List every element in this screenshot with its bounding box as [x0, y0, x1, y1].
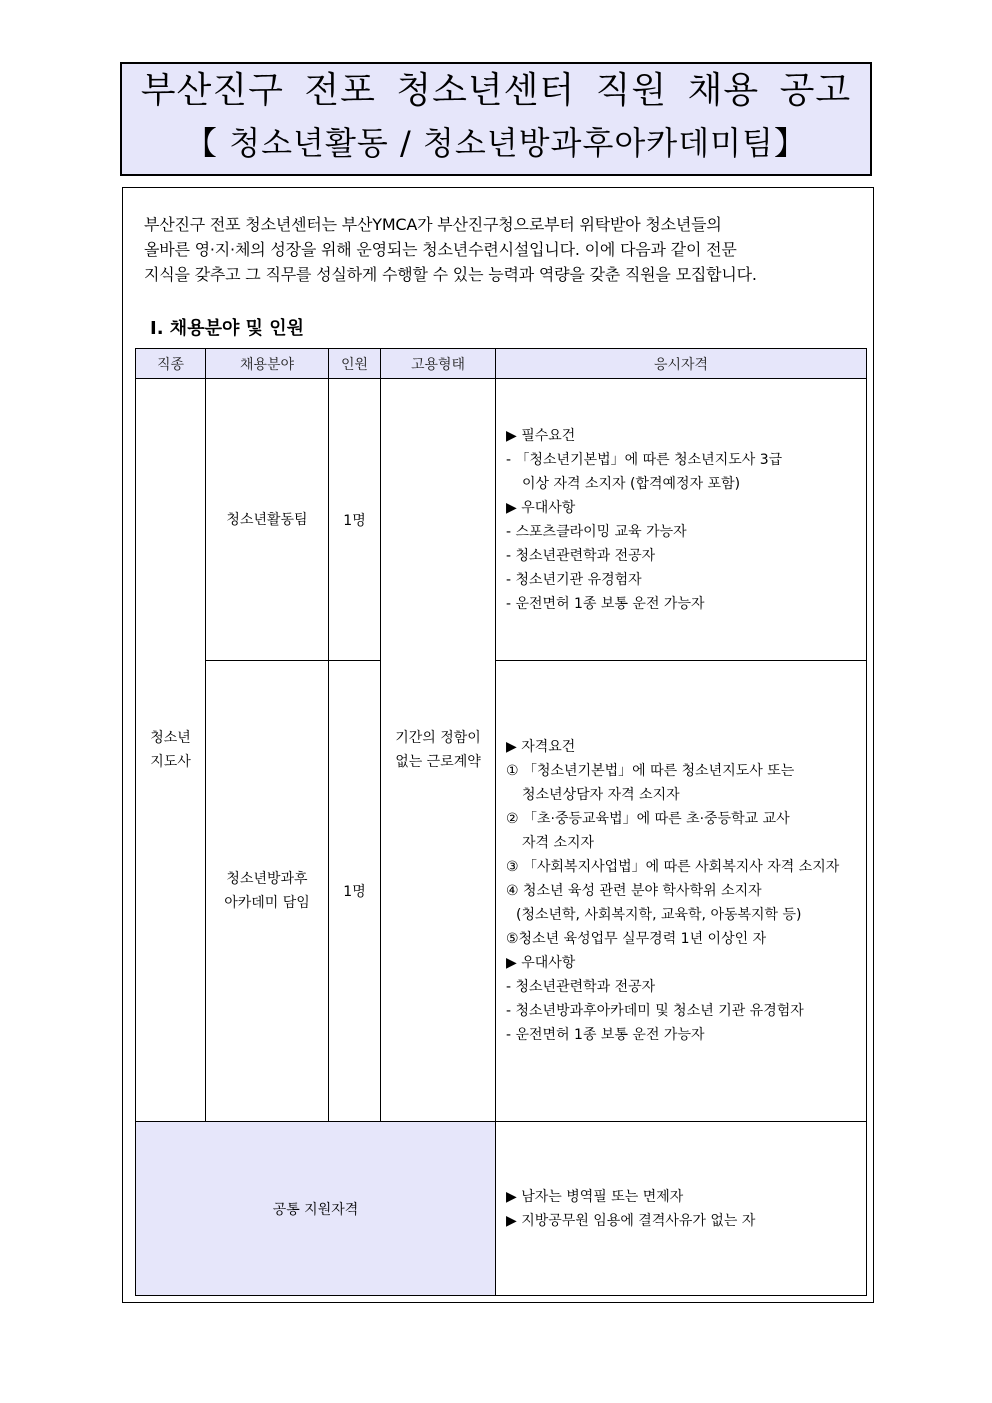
qualification-line: - 청소년관련학과 전공자 — [506, 979, 656, 995]
qualification-line: ▶ 우대사항 — [506, 955, 576, 971]
count-cell: 1명 — [329, 661, 381, 1122]
employment-line: 없는 근로계약 — [395, 754, 481, 770]
common-qualification-line: ▶ 지방공무원 임용에 결격사유가 없는 자 — [506, 1212, 756, 1229]
qualification-line: - 「청소년기본법」에 따른 청소년지도사 3급 — [506, 451, 783, 468]
employment-line: 기간의 정함이 — [395, 730, 481, 746]
qualification-line: ③ 「사회복지사업법」에 따른 사회복지사 자격 소지자 — [506, 859, 840, 875]
intro-paragraph — [144, 212, 864, 287]
table-row — [136, 379, 867, 661]
title-box — [120, 62, 872, 176]
qualification-line: ② 「초·중등교육법」에 따른 초·중등학교 교사 — [506, 811, 790, 827]
section-heading: Ⅰ. 채용분야 및 인원 — [150, 318, 305, 339]
employment-cell — [381, 379, 496, 1122]
common-qualification-line: ▶ 남자는 병역필 또는 면제자 — [506, 1188, 684, 1205]
qualification-line: ① 「청소년기본법」에 따른 청소년지도사 또는 — [506, 763, 795, 779]
field-cell — [206, 379, 329, 661]
qualification-cell — [496, 379, 867, 661]
job-type-line: 청소년 — [150, 730, 191, 746]
qualification-line: ▶ 필수요건 — [506, 427, 576, 444]
intro-line: 올바른 영·지·체의 성장을 위해 운영되는 청소년수련시설입니다. 이에 다음과 같이 전문 — [144, 240, 737, 259]
qualification-line: - 운전면허 1종 보통 운전 가능자 — [506, 1027, 705, 1043]
intro-line: 지식을 갖추고 그 직무를 성실하게 수행할 수 있는 능력과 역량을 갖춘 직원을 모집합니다. — [144, 265, 757, 284]
page-subtitle: 【 청소년활동 / 청소년방과후아카데미팀】 — [185, 124, 807, 162]
header-job-type: 직종 — [136, 349, 206, 379]
job-type-cell — [136, 379, 206, 1122]
qualification-line: - 운전면허 1종 보통 운전 가능자 — [506, 595, 705, 612]
header-count: 인원 — [329, 349, 381, 379]
job-type-line: 지도사 — [150, 754, 191, 770]
page-title: 부산진구 전포 청소년센터 직원 채용 공고 — [140, 70, 852, 111]
intro-line: 부산진구 전포 청소년센터는 부산YMCA가 부산진구청으로부터 위탁받아 청소년들의 — [144, 215, 722, 234]
field-cell — [206, 661, 329, 1122]
field-line: 청소년방과후 — [226, 871, 308, 887]
qualification-line: - 스포츠클라이밍 교육 가능자 — [506, 523, 687, 540]
qualification-line: ▶ 우대사항 — [506, 499, 576, 516]
qualification-line: - 청소년기관 유경험자 — [506, 571, 642, 588]
qualification-line: 이상 자격 소지자 (합격예정자 포함) — [522, 475, 741, 492]
header-field: 채용분야 — [206, 349, 329, 379]
header-qualification: 응시자격 — [496, 349, 867, 379]
field-line: 청소년활동팀 — [226, 511, 308, 528]
qualification-line: ▶ 자격요건 — [506, 739, 576, 755]
qualification-line: 자격 소지자 — [522, 835, 595, 851]
table-row-common — [136, 1122, 867, 1296]
qualification-line: (청소년학, 사회복지학, 교육학, 아동복지학 등) — [516, 907, 802, 923]
count-cell: 1명 — [329, 379, 381, 661]
qualification-line: 청소년상담자 자격 소지자 — [522, 787, 680, 803]
table-row — [136, 661, 867, 1122]
field-line: 아카데미 담임 — [224, 895, 310, 911]
common-qualification-cell — [496, 1122, 867, 1296]
qualification-cell — [496, 661, 867, 1122]
qualification-line: - 청소년방과후아카데미 및 청소년 기관 유경험자 — [506, 1003, 804, 1019]
header-employment: 고용형태 — [381, 349, 496, 379]
qualification-line: - 청소년관련학과 전공자 — [506, 547, 656, 564]
qualification-line: ⑤청소년 육성업무 실무경력 1년 이상인 자 — [506, 931, 767, 947]
table-header-row — [136, 349, 867, 379]
recruitment-table — [135, 348, 867, 1296]
common-label-cell: 공통 지원자격 — [136, 1122, 496, 1296]
qualification-line: ④ 청소년 육성 관련 분야 학사학위 소지자 — [506, 883, 762, 899]
